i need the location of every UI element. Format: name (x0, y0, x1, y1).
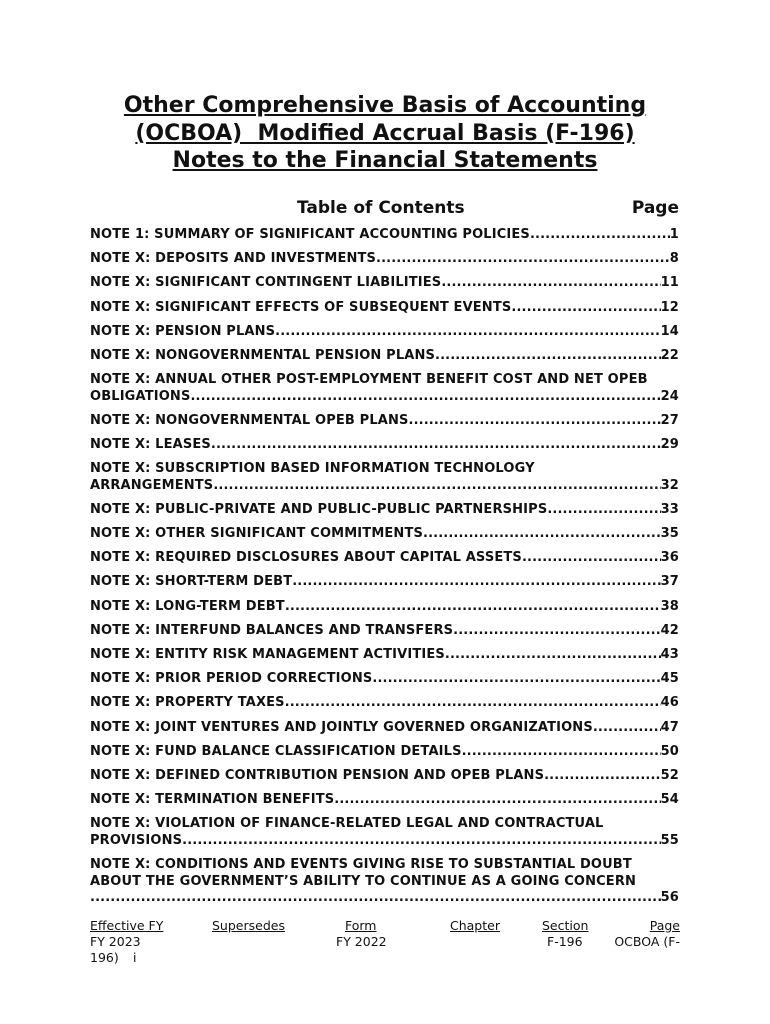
dot-leader (211, 437, 661, 454)
dot-leader (593, 720, 661, 737)
toc-entry-leader-line (90, 623, 679, 640)
toc-entry-page: 14 (660, 323, 679, 339)
toc-entry-page: 56 (660, 890, 679, 905)
toc-entry-leader-line (90, 478, 679, 495)
toc-entry-text: NOTE X: LEASES (90, 437, 211, 452)
toc-entry[interactable] (90, 550, 679, 567)
toc-entry-page: 29 (660, 437, 679, 452)
toc-entry-leader-line (90, 768, 679, 785)
footer-section-value: F-196 (547, 934, 583, 949)
title-line-1: Other Comprehensive Basis of Accounting (123, 93, 647, 118)
toc-entry-text: NOTE X: VIOLATION OF FINANCE-RELATED LEGAL AND CONTRACTUAL (90, 816, 604, 832)
toc-entry-text: NOTE X: SIGNIFICANT EFFECTS OF SUBSEQUENT EVENTS (90, 299, 512, 315)
dot-leader (190, 389, 660, 406)
title-line-3: Notes to the Financial Statements (172, 148, 598, 173)
toc-entry-leader-line (90, 502, 679, 519)
toc-entry-leader-line (90, 574, 679, 591)
toc-entry[interactable] (90, 300, 679, 317)
toc-entry-page: 55 (660, 832, 679, 848)
footer-chapter-label: Chapter (450, 918, 500, 933)
dot-leader (90, 890, 661, 907)
table-of-contents (90, 227, 679, 914)
toc-entry-text: NOTE X: CONDITIONS AND EVENTS GIVING RISE TO SUBSTANTIAL DOUBT (90, 857, 632, 872)
toc-entry[interactable] (90, 324, 679, 341)
toc-entry[interactable] (90, 647, 679, 664)
toc-entry[interactable] (90, 251, 679, 268)
toc-entry-page: 52 (660, 767, 679, 783)
toc-entry-leader-line (90, 720, 679, 737)
toc-entry[interactable] (90, 768, 679, 785)
toc-entry[interactable] (90, 502, 679, 519)
dot-leader (182, 833, 660, 850)
toc-entry-page: 43 (660, 647, 679, 662)
toc-entry[interactable] (90, 792, 679, 809)
footer-header-row (90, 918, 680, 934)
dot-leader (530, 227, 670, 244)
dot-leader (285, 599, 661, 616)
toc-entry-page: 22 (660, 347, 679, 363)
toc-entry[interactable] (90, 816, 679, 849)
dot-leader (372, 671, 660, 688)
toc-entry[interactable] (90, 671, 679, 688)
toc-entry-text: NOTE X: TERMINATION BENEFITS (90, 792, 335, 808)
dot-leader (453, 623, 660, 640)
dot-leader (462, 744, 661, 761)
toc-entry-leader-line (90, 251, 679, 268)
toc-entry-text: NOTE X: ENTITY RISK MANAGEMENT ACTIVITIES (90, 647, 445, 662)
page-heading: Page (631, 198, 679, 218)
toc-entry[interactable] (90, 599, 679, 616)
toc-entry-text: NOTE X: SHORT-TERM DEBT (90, 574, 293, 590)
toc-entry[interactable] (90, 695, 679, 712)
toc-entry-leader-line (90, 833, 679, 850)
toc-entry-text: NOTE X: NONGOVERNMENTAL OPEB PLANS (90, 412, 409, 428)
toc-entry-page: 36 (660, 550, 679, 566)
footer-page-label: Page (649, 918, 680, 933)
toc-entry-text: OBLIGATIONS (90, 388, 191, 404)
toc-entry-page: 37 (660, 574, 679, 590)
toc-entry[interactable] (90, 574, 679, 591)
footer-effective-value: FY 2023 (90, 934, 141, 949)
toc-entry[interactable] (90, 437, 679, 454)
toc-entry-text: NOTE X: ANNUAL OTHER POST-EMPLOYMENT BENEFIT COST AND NET OPEB (90, 372, 648, 388)
footer-tail-row (90, 950, 680, 966)
footer-supersedes-label: Supersedes (212, 918, 285, 933)
dot-leader (213, 478, 660, 495)
toc-entry-leader-line (90, 389, 679, 406)
toc-entry-page: 46 (660, 695, 679, 711)
footer-form-value: FY 2022 (336, 934, 387, 949)
toc-entry-text: NOTE 1: SUMMARY OF SIGNIFICANT ACCOUNTING POLICIES (90, 227, 530, 242)
toc-entry-text: NOTE X: SIGNIFICANT CONTINGENT LIABILITIES (90, 275, 442, 291)
dot-leader (544, 768, 661, 785)
footer-page-value: OCBOA (F- (614, 934, 680, 949)
toc-entry[interactable] (90, 275, 679, 292)
toc-entry-text: NOTE X: OTHER SIGNIFICANT COMMITMENTS (90, 526, 423, 542)
toc-entry-leader-line (90, 324, 679, 341)
dot-leader (285, 695, 661, 712)
toc-entry-leader-line (90, 671, 679, 688)
toc-entry-text: NOTE X: DEPOSITS AND INVESTMENTS (90, 251, 377, 267)
toc-entry-page: 27 (660, 412, 679, 428)
dot-leader (423, 526, 661, 543)
footer-effective-label: Effective FY (90, 918, 164, 933)
toc-entry-page: 11 (660, 275, 679, 291)
dot-leader (522, 550, 661, 567)
dot-leader (275, 324, 660, 341)
toc-entry[interactable] (90, 744, 679, 761)
dot-leader (445, 647, 661, 664)
dot-leader (441, 275, 660, 292)
toc-entry-leader-line (90, 348, 679, 365)
toc-entry-leader-line (90, 599, 679, 616)
toc-entry-text: ABOUT THE GOVERNMENT’S ABILITY TO CONTINUE AS A GOING CONCERN (90, 873, 637, 889)
toc-entry-text: NOTE X: NONGOVERNMENTAL PENSION PLANS (90, 347, 436, 363)
dot-leader (409, 413, 661, 430)
toc-entry-page: 12 (660, 299, 679, 315)
dot-leader (547, 502, 660, 519)
toc-entry-page: 45 (660, 671, 679, 687)
footer-page-continuation: 196) (90, 950, 119, 965)
toc-entry-text: NOTE X: PRIOR PERIOD CORRECTIONS (90, 671, 373, 687)
toc-entry-text: NOTE X: DEFINED CONTRIBUTION PENSION AND OPEB PLANS (90, 767, 545, 783)
footer-values-row (90, 934, 680, 950)
toc-entry[interactable] (90, 413, 679, 430)
toc-entry-text: NOTE X: LONG-TERM DEBT (90, 598, 285, 614)
dot-leader (376, 251, 670, 268)
toc-heading: Table of Contents (297, 198, 465, 218)
toc-entry-text: NOTE X: PUBLIC-PRIVATE AND PUBLIC-PUBLIC PARTNERSHIPS (90, 501, 548, 517)
toc-entry-text: NOTE X: PENSION PLANS (90, 323, 276, 339)
toc-entry-page: 42 (660, 622, 679, 638)
toc-entry-leader-line (90, 227, 679, 244)
title-line-2: (OCBOA) Modified Accrual Basis (F-196) (135, 120, 635, 146)
toc-entry-page: 24 (660, 388, 679, 404)
page-footer (90, 918, 680, 966)
toc-entry-text: NOTE X: PROPERTY TAXES (90, 695, 285, 711)
toc-entry-leader-line (90, 413, 679, 430)
toc-entry-text: NOTE X: SUBSCRIPTION BASED INFORMATION TECHNOLOGY (90, 461, 535, 477)
toc-entry-leader-line (90, 792, 679, 809)
toc-entry[interactable] (90, 857, 679, 907)
toc-entry[interactable] (90, 348, 679, 365)
toc-entry-page: 47 (660, 719, 679, 735)
toc-entry[interactable] (90, 526, 679, 543)
toc-entry[interactable] (90, 623, 679, 640)
toc-entry[interactable] (90, 720, 679, 737)
toc-entry-leader-line (90, 550, 679, 567)
toc-entry-page: 35 (660, 526, 679, 542)
toc-entry-text: NOTE X: INTERFUND BALANCES AND TRANSFERS (90, 622, 454, 638)
toc-entry-leader-line (90, 275, 679, 292)
toc-entry-leader-line (90, 437, 679, 454)
toc-entry[interactable] (90, 372, 679, 405)
dot-leader (435, 348, 661, 365)
toc-entry-leader-line (90, 647, 679, 664)
toc-entry-page: 38 (660, 598, 679, 614)
toc-entry-text: NOTE X: REQUIRED DISCLOSURES ABOUT CAPITAL ASSETS (90, 550, 522, 566)
toc-entry-page: 1 (669, 227, 679, 242)
toc-entry[interactable] (90, 227, 679, 244)
toc-entry-page: 33 (660, 501, 679, 517)
toc-entry-text: NOTE X: FUND BALANCE CLASSIFICATION DETAILS (90, 743, 462, 759)
footer-form-label: Form (345, 918, 377, 933)
toc-entry-page: 54 (660, 792, 679, 808)
toc-entry-page: 32 (660, 477, 679, 493)
footer-section-label: Section (542, 918, 589, 933)
dot-leader (292, 574, 660, 591)
dot-leader (334, 792, 660, 809)
toc-entry-leader-line (90, 890, 679, 907)
toc-entry-text: PROVISIONS (90, 832, 183, 848)
toc-entry-page: 8 (669, 251, 679, 267)
toc-entry-leader-line (90, 695, 679, 712)
footer-page-number: i (133, 950, 137, 965)
toc-entry-leader-line (90, 526, 679, 543)
document-title (0, 92, 770, 175)
toc-entry[interactable] (90, 461, 679, 494)
toc-entry-text: ARRANGEMENTS (90, 477, 214, 493)
dot-leader (511, 300, 660, 317)
toc-entry-text: NOTE X: JOINT VENTURES AND JOINTLY GOVERNED ORGANIZATIONS (90, 719, 593, 735)
toc-entry-page: 50 (660, 743, 679, 759)
toc-entry-leader-line (90, 744, 679, 761)
toc-entry-leader-line (90, 300, 679, 317)
